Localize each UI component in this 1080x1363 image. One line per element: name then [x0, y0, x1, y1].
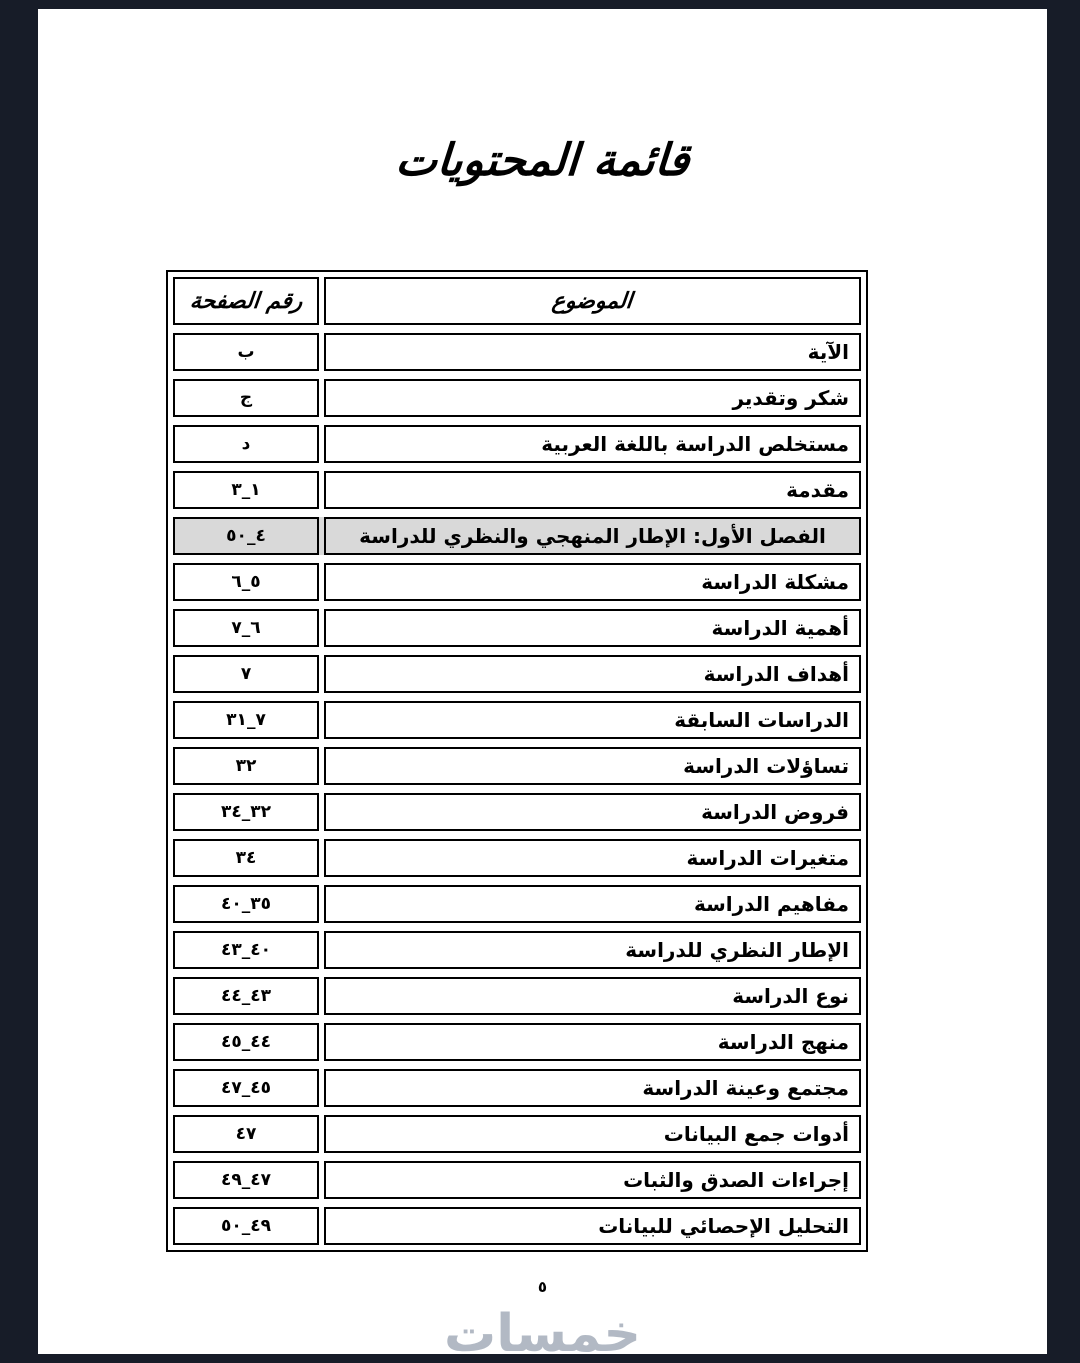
page-range-value: ٤٤_٤٥	[220, 1032, 272, 1052]
topic-label: أهمية الدراسة	[711, 616, 849, 640]
table-row	[173, 747, 861, 785]
page-range-value: د	[241, 434, 251, 454]
topic-cell	[324, 609, 861, 647]
page-range-value: ٧	[240, 664, 252, 684]
page-range-value: ٣٤	[235, 848, 257, 868]
topic-label: الآية	[807, 340, 849, 364]
page-number-cell	[173, 1161, 319, 1199]
topic-label: التحليل الإحصائي للبيانات	[598, 1214, 849, 1238]
header-topic-label: الموضوع	[551, 288, 634, 314]
table-row	[173, 1161, 861, 1199]
page-range-value: ١_٣	[231, 480, 261, 500]
topic-cell	[324, 379, 861, 417]
page-range-value: ٤٥_٤٧	[220, 1078, 272, 1098]
topic-label: نوع الدراسة	[732, 984, 849, 1008]
topic-cell	[324, 747, 861, 785]
page-number-cell	[173, 609, 319, 647]
topic-label: شكر وتقدير	[732, 386, 849, 410]
table-row	[173, 1069, 861, 1107]
page-range-value: ٤_٥٠	[226, 526, 266, 546]
topic-label: منهج الدراسة	[717, 1030, 849, 1054]
page-range-value: ٧_٣١	[226, 710, 266, 730]
page-number-cell	[173, 471, 319, 509]
topic-cell	[324, 931, 861, 969]
table-row	[173, 1207, 861, 1245]
watermark-text: خمسات	[443, 1304, 642, 1354]
topic-label: مفاهيم الدراسة	[693, 892, 849, 916]
table-row	[173, 517, 861, 555]
table-row	[173, 839, 861, 877]
page-range-value: ٤٣_٤٤	[220, 986, 272, 1006]
table-row	[173, 977, 861, 1015]
table-row	[173, 471, 861, 509]
document-title: قائمة المحتويات	[393, 135, 692, 186]
page-number-cell	[173, 333, 319, 371]
topic-cell	[324, 1023, 861, 1061]
topic-label: مجتمع وعينة الدراسة	[642, 1076, 849, 1100]
page-range-value: ٦_٧	[231, 618, 261, 638]
page-range-value: ٣٥_٤٠	[220, 894, 272, 914]
topic-cell	[324, 471, 861, 509]
topic-cell	[324, 1161, 861, 1199]
page-range-value: ٣٢_٣٤	[220, 802, 272, 822]
topic-cell	[324, 655, 861, 693]
page-number-cell	[173, 1207, 319, 1245]
topic-label: الإطار النظري للدراسة	[625, 938, 849, 962]
topic-label: الفصل الأول: الإطار المنهجي والنظري للدراسة	[359, 524, 826, 548]
header-topic-cell	[324, 277, 861, 325]
page-number-cell	[173, 701, 319, 739]
page-range-value: ٥_٦	[231, 572, 261, 592]
page-number-cell	[173, 977, 319, 1015]
page-number-cell	[173, 655, 319, 693]
table-header-row	[173, 277, 861, 325]
topic-label: مشكلة الدراسة	[701, 570, 849, 594]
page-range-value: ٤٩_٥٠	[220, 1216, 272, 1236]
page-number-cell	[173, 425, 319, 463]
page-range-value: ج	[239, 388, 253, 408]
page-number-cell	[173, 563, 319, 601]
topic-cell	[324, 701, 861, 739]
topic-label: إجراءات الصدق والثبات	[623, 1168, 849, 1192]
page-number-cell	[173, 839, 319, 877]
topic-cell	[324, 425, 861, 463]
page-range-value: ب	[237, 342, 255, 362]
topic-label: مستخلص الدراسة باللغة العربية	[541, 432, 849, 456]
page-number-cell	[173, 517, 319, 555]
document-page	[38, 9, 1047, 1354]
table-row	[173, 1115, 861, 1153]
topic-label: متغيرات الدراسة	[686, 846, 849, 870]
table-row	[173, 793, 861, 831]
page-number-cell	[173, 885, 319, 923]
topic-label: أهداف الدراسة	[703, 662, 849, 686]
topic-cell	[324, 1207, 861, 1245]
table-row	[173, 563, 861, 601]
topic-cell	[324, 1069, 861, 1107]
table-row	[173, 379, 861, 417]
topic-label: مقدمة	[786, 478, 849, 502]
page-number-cell	[173, 931, 319, 969]
header-page-number-label: رقم الصفحة	[188, 288, 304, 314]
topic-label: الدراسات السابقة	[674, 708, 849, 732]
page-number-cell	[173, 747, 319, 785]
topic-cell	[324, 885, 861, 923]
table-row	[173, 609, 861, 647]
page-number-cell	[173, 379, 319, 417]
table-row	[173, 885, 861, 923]
table-row	[173, 1023, 861, 1061]
table-row	[173, 931, 861, 969]
table-row	[173, 425, 861, 463]
topic-cell	[324, 563, 861, 601]
table-row	[173, 333, 861, 371]
page-range-value: ٣٢	[235, 756, 257, 776]
topic-cell	[324, 977, 861, 1015]
header-page-number-cell	[173, 277, 319, 325]
topic-label: أدوات جمع البيانات	[663, 1122, 849, 1146]
page-range-value: ٤٧_٤٩	[220, 1170, 272, 1190]
table-row	[173, 701, 861, 739]
page-number-cell	[173, 1115, 319, 1153]
topic-cell	[324, 517, 861, 555]
topic-cell	[324, 839, 861, 877]
topic-cell	[324, 1115, 861, 1153]
topic-label: فروض الدراسة	[701, 800, 849, 824]
topic-label: تساؤلات الدراسة	[683, 754, 849, 778]
page-number-cell	[173, 1023, 319, 1061]
toc-table	[166, 270, 868, 1252]
page-range-value: ٤٧	[235, 1124, 257, 1144]
page-range-value: ٤٠_٤٣	[220, 940, 272, 960]
page-number-cell	[173, 1069, 319, 1107]
footer-page-number: ٥	[537, 1278, 548, 1296]
page-number-cell	[173, 793, 319, 831]
table-row	[173, 655, 861, 693]
topic-cell	[324, 333, 861, 371]
topic-cell	[324, 793, 861, 831]
